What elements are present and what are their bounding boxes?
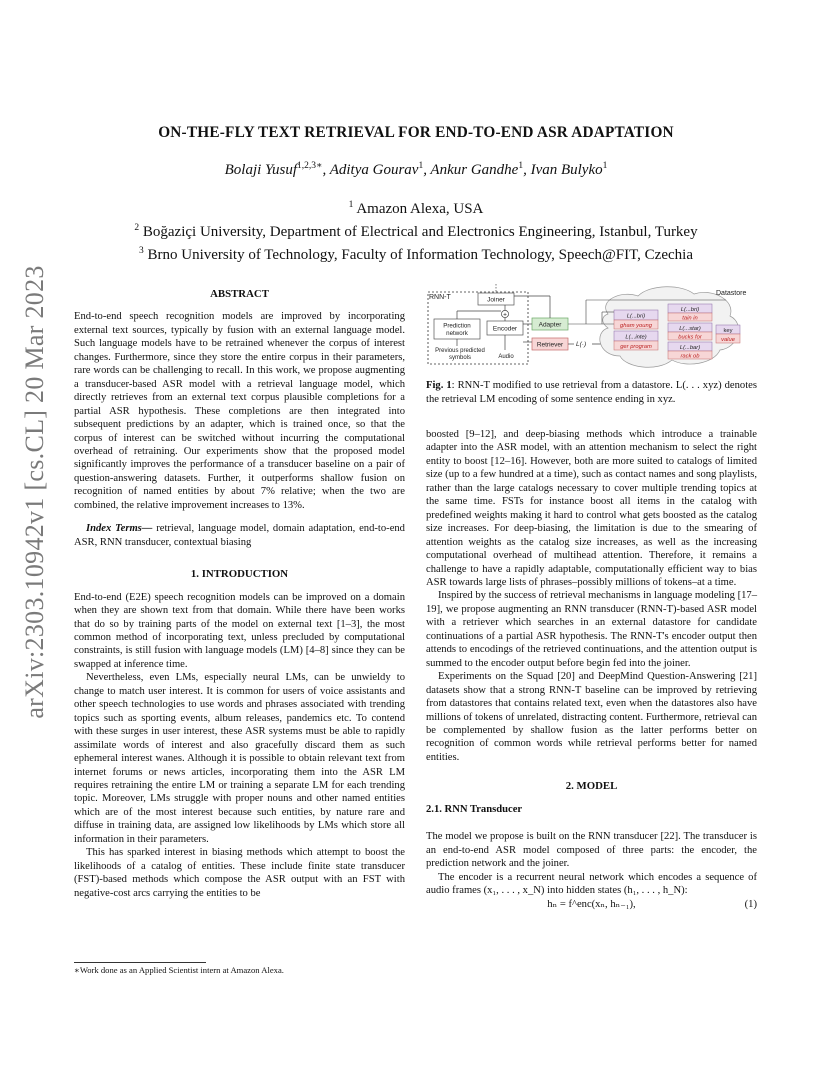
entry-key: L(...inte) — [625, 334, 647, 341]
entry-value: bucks for — [678, 334, 702, 341]
entry-value: gham young — [620, 322, 652, 329]
svg-text:key: key — [723, 327, 733, 334]
author-affil-mark: 1 — [602, 161, 608, 171]
svg-text:value: value — [721, 336, 735, 343]
svg-text:+: + — [503, 311, 507, 319]
figure-caption: Fig. 1: RNN-T modified to use retrieval from a datastore. L(. . . xyz) denotes the retrieval LM encoding of some sentence ending in xyz. — [426, 380, 757, 405]
entry-value: ger program — [620, 343, 652, 350]
datastore-entry — [668, 323, 712, 340]
intro-heading: 1. INTRODUCTION — [190, 568, 289, 581]
author-name: Aditya Gourav — [329, 162, 419, 178]
intro-paragraph-3: This has sparked interest in biasing methods which attempt to boost the likelihoods of a catalog of entities. These include finite state transducer (FST)-based methods which compose the ASR output with an FST with negative-cost arcs carrying the entities to be — [74, 847, 405, 899]
abstract-text: End-to-end speech recognition models are improved by incorporating external text sources, typically by fusion with an external language model. Such language models have to be retrained whenever the corpus of interest changes. Furthermore, since they store the entire corpus in their parameters, rare words can be challenging to recall. In this work, we propose augmenting a transducer-based ASR model with a retrieval language model, which directly retrieves from an external text corpus plausible completions for a partial ASR hypothesis. These completions are then integrated into subsequent predictions by an adapter, which is trained once, so that the corpus of interest can be switched without incurring the computational overhead of retraining. Our experiments show that the proposed model significantly improves the performance of a transducer baseline on a pair of question-answering datasets. Further, it outperforms shallow fusion on recognition of named entities by about 7% relative; when the two are combined, the relative improvement increases to 13%. — [74, 311, 405, 511]
intro-paragraph-6: Experiments on the Squad [20] and DeepMind Question-Answering [21] datasets show that a strong RNN-T baseline can be improved by retrieving from datastores that contains related text, even when the datastores also have millions of tokens of unrelated, distracting content. Furthermore, retrieval can be complemented by shallow fusion as the latter performs better on recognition of common words while retrieval performs better for named entities. — [426, 671, 757, 763]
datastore-entry — [668, 342, 712, 359]
datastore-label: Datastore — [716, 290, 747, 297]
right-column — [426, 428, 757, 911]
footnote-rule — [74, 962, 206, 963]
author-name: Ivan Bulyko — [530, 162, 603, 178]
affiliations — [74, 196, 758, 265]
arxiv-sidebar — [20, 265, 49, 719]
model-heading: 2. MODEL — [565, 780, 618, 793]
paper-title: ON-THE-FLY TEXT RETRIEVAL FOR END-TO-END ASR ADAPTATION — [158, 124, 674, 141]
rnnt-label: RNN-T — [429, 294, 451, 301]
adapter-label: Adapter — [538, 321, 562, 329]
prediction-label: Prediction — [443, 322, 471, 330]
author-affil-mark: 1 — [518, 161, 524, 171]
datastore-entry — [614, 331, 658, 350]
joiner-label: Joiner — [487, 296, 505, 304]
entry-key: L(...bri) — [626, 313, 646, 320]
model-paragraph-1: The model we propose is built on the RNN transducer [22]. The transducer is an end-to-end ASR model composed of three parts: the encoder, the prediction network and the joiner. — [426, 831, 757, 870]
entry-key: L(...star) — [679, 325, 701, 332]
index-terms: Index Terms— retrieval, language model, domain adaptation, end-to-end ASR, RNN transducer, contextual biasing — [74, 523, 405, 548]
affiliation: $^1$ Amazon Alexa, USA — [348, 200, 484, 217]
datastore-entry — [668, 304, 712, 321]
intro-paragraph-1: End-to-end (E2E) speech recognition models can be improved on a domain when they are shown text from that domain. While there have been works that do so by training parts of the model on external text [1–3], the most common method of incorporating text, unless precluded by computational constraints, is still fusion with language models (LM) [4–8] since they can be swapped at inference time. — [74, 591, 405, 670]
audio-label: Audio — [498, 354, 514, 360]
affiliation: $^3$ Brno University of Technology, Faculty of Information Technology, Speech@FIT, Czechia — [139, 246, 693, 263]
symbols-label: symbols — [448, 355, 472, 361]
author-affil-mark: 1,2,3∗ — [297, 161, 323, 171]
retriever-label: Retriever — [536, 341, 564, 349]
entry-value: tain in — [682, 315, 698, 322]
entry-value: rack ob — [680, 353, 700, 360]
encoder-label: Encoder — [492, 325, 518, 333]
intro-paragraph-2: Nevertheless, even LMs, especially neural LMs, can be unwieldy to change to match user interest. It is common for users of voice assistants and other speech technologies to use words and phrases associated with trending topics such as sporting events, album releases, pandemics etc. To contend with these surges in user interest, these ASR systems must be able to rapidly assimilate words of interest and also gracefully discard them as such ephemeral interest wanes. Although it is possible to obtain relevant text from internet forums or news articles, incorporating them into the ASR LM requires retraining the entire LM or training a separate LM for each trending topic. Moreover, LMs struggle with proper nouns and other named entities which are of the most interest because such entities, by nature rare and diffuse in training data, are assigned low likelihoods by LMs which store all information in their parameters. — [74, 672, 405, 845]
entry-key: L(...bar) — [679, 344, 701, 351]
network-label: network — [446, 330, 468, 337]
datastore-entry — [614, 310, 658, 329]
left-column — [74, 288, 405, 900]
equation-1 — [426, 898, 757, 911]
footnote: ∗Work done as an Applied Scientist intern at Amazon Alexa. — [74, 965, 284, 975]
entry-key: L(...bri) — [680, 306, 700, 313]
intro-paragraph-4: boosted [9–12], and deep-biasing methods which introduce a trainable adapter into the ASR model, with an attention mechanism to select the right entity to boost [12–16]. However, both are more suited to catalogs of limited size (up to a few hundred at a time), such as contact names and song playlists, rather than the large catalogs necessary to cover multiple trending topics at the same time. FSTs for instance boost all items in the catalog with predefined weights making it hard to control what gets boosted as the catalog size increases. For deep-biasing, the limitation is due to the smearing of attention weights as the catalog size increases, as well as the increasing computational overhead of multihead attention. Therefore, it remains a challenge to have a rapidly adaptable, computationally efficient way to bias ASR towards large lists of phrases–possibly millions of tokens–at a time. — [426, 429, 757, 588]
author-affil-mark: 1 — [418, 161, 424, 171]
equation-body: hₙ = f^enc(xₙ, hₙ₋₁), — [547, 898, 636, 910]
author-name: Ankur Gandhe — [430, 162, 519, 178]
rnnt-subheading: 2.1. RNN Transducer — [426, 803, 523, 815]
affiliation: $^2$ Boğaziçi University, Department of Electrical and Electronics Engineering, Istanbul, Turkey — [134, 223, 698, 240]
model-paragraph-2: The encoder is a recurrent neural network which encodes a sequence of audio frames (x₁, . . . , x_N) into hidden states (h₁, . . . , h_N): — [426, 871, 757, 897]
lfunc-label: L(·) — [576, 341, 587, 348]
arxiv-identifier: arXiv:2303.10942v1 [cs.CL] 20 Mar 2023 — [20, 265, 49, 719]
prev-symbols-label: Previous predicted — [435, 348, 485, 354]
author-name: Bolaji Yusuf — [224, 162, 297, 178]
intro-paragraph-5: Inspired by the success of retrieval mechanisms in language modeling [17–19], we propose augmenting an RNN transducer (RNN-T)-based ASR model with a retriever which searches in an external datastore for candidate continuations of a partial ASR hypothesis. The RNN-T's encoder output then attends to encodings of the retrieved continuations, and the attention output is summed to the encoder output before begin fed into the joiner. — [426, 590, 757, 669]
author-list: Bolaji Yusuf$^{1,2,3∗}$, Aditya Gourav$^1$, Ankur Gandhe$^1$, Ivan Bulyko$^1$ — [224, 161, 608, 178]
equation-number: (1) — [744, 898, 757, 910]
rnnt-retrieval-diagram — [426, 284, 758, 374]
abstract-heading: ABSTRACT — [210, 288, 269, 300]
